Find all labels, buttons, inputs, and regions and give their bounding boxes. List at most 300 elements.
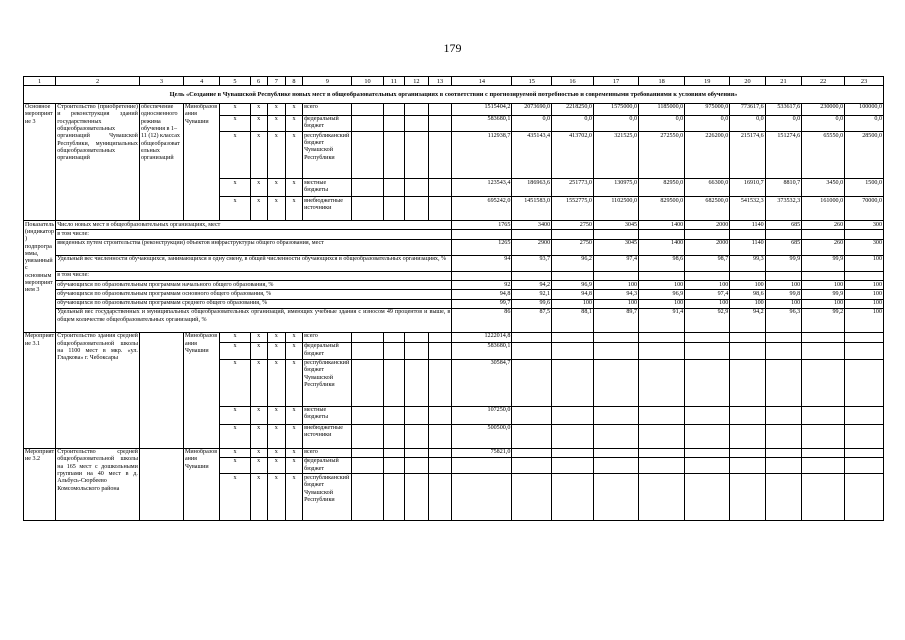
indicator-value: 100 xyxy=(802,281,845,290)
amount-cell: 1500,0 xyxy=(845,179,884,197)
amount-cell: 70000,0 xyxy=(845,197,884,221)
column-number: 23 xyxy=(845,77,884,86)
empty-cell xyxy=(639,359,685,406)
indicator-value: 94 xyxy=(452,255,512,271)
amount-cell: 272550,0 xyxy=(639,132,685,179)
indicator-value: 1140 xyxy=(730,221,765,230)
code-cell: x xyxy=(267,406,285,424)
empty-cell xyxy=(405,342,429,359)
empty-cell xyxy=(383,332,404,342)
empty-cell xyxy=(512,424,552,448)
empty-cell xyxy=(685,474,730,521)
indicator-value: 300 xyxy=(845,221,884,230)
column-number: 12 xyxy=(405,77,429,86)
code-cell: x xyxy=(250,197,267,221)
column-number: 10 xyxy=(352,77,383,86)
amount-cell: 151274,6 xyxy=(765,132,802,179)
empty-cell xyxy=(512,457,552,474)
empty-cell xyxy=(730,474,765,521)
indicator-value: 1400 xyxy=(639,221,685,230)
column-number: 19 xyxy=(685,77,730,86)
amount-cell: 0,0 xyxy=(685,115,730,132)
code-cell: x xyxy=(220,197,250,221)
funding-source: всего xyxy=(303,103,352,115)
code-cell: x xyxy=(267,424,285,448)
empty-cell xyxy=(730,424,765,448)
indicator-value: 94,8 xyxy=(552,290,594,299)
amount-cell: 0,0 xyxy=(639,115,685,132)
empty-cell xyxy=(352,406,383,424)
code-cell: x xyxy=(250,457,267,474)
column-number: 17 xyxy=(593,77,638,86)
empty-cell xyxy=(428,115,452,132)
code-cell: x xyxy=(220,342,250,359)
indicator-text: Число новых мест в общеобразовательных организациях, мест xyxy=(56,221,452,230)
empty-cell xyxy=(552,474,594,521)
empty-cell xyxy=(428,424,452,448)
empty-cell xyxy=(802,457,845,474)
amount-cell: 773617,6 xyxy=(730,103,765,115)
indicator-value: 99,9 xyxy=(802,255,845,271)
amount-cell: 8810,7 xyxy=(765,179,802,197)
indicator-value: 86 xyxy=(452,308,512,332)
empty-cell xyxy=(428,406,452,424)
amount-cell: 413702,0 xyxy=(552,132,594,179)
indicator-value: 88,1 xyxy=(552,308,594,332)
page-number: 179 xyxy=(443,41,462,55)
empty-cell xyxy=(352,132,383,179)
indicator-value: 2000 xyxy=(685,239,730,255)
indicator-value: 94,2 xyxy=(730,308,765,332)
indicator-value: 100 xyxy=(845,308,884,332)
indicator-value: 3045 xyxy=(593,239,638,255)
code-cell: x xyxy=(267,103,285,115)
empty-cell xyxy=(639,342,685,359)
column-number: 22 xyxy=(802,77,845,86)
indicator-value: 87,5 xyxy=(512,308,552,332)
indicator-value: 99,9 xyxy=(802,290,845,299)
subevent-label: Мероприятие 3.1 xyxy=(24,332,56,448)
empty-cell xyxy=(685,332,730,342)
indicator-value: 100 xyxy=(845,299,884,308)
indicator-value: 92,9 xyxy=(685,308,730,332)
indicator-text: в том числе: xyxy=(56,230,452,239)
empty-cell xyxy=(765,424,802,448)
amount-cell: 123543,4 xyxy=(452,179,512,197)
column-number: 5 xyxy=(220,77,250,86)
code-cell: x xyxy=(285,103,302,115)
indicator-value: 300 xyxy=(845,239,884,255)
empty-cell xyxy=(552,342,594,359)
empty-cell xyxy=(730,457,765,474)
funding-source: всего xyxy=(303,448,352,457)
code-cell: x xyxy=(267,115,285,132)
empty-cell xyxy=(405,448,429,457)
indicator-value: 98,7 xyxy=(685,255,730,271)
funding-source: внебюджетные источники xyxy=(303,197,352,221)
amount-cell: 321525,0 xyxy=(593,132,638,179)
amount-cell: 0,0 xyxy=(593,115,638,132)
code-cell: x xyxy=(250,179,267,197)
column-number: 2 xyxy=(56,77,140,86)
empty-cell xyxy=(845,332,884,342)
indicator-value: 100 xyxy=(639,299,685,308)
code-cell: x xyxy=(220,103,250,115)
amount-cell: 28500,0 xyxy=(845,132,884,179)
indicator-value: 100 xyxy=(639,281,685,290)
indicator-value: 3045 xyxy=(593,221,638,230)
empty-cell xyxy=(639,424,685,448)
indicator-value: 1765 xyxy=(452,221,512,230)
column-number: 15 xyxy=(512,77,552,86)
indicator-value: 92,1 xyxy=(512,290,552,299)
indicator-value: 100 xyxy=(593,281,638,290)
amount-cell: 583680,1 xyxy=(452,342,512,359)
empty-cell xyxy=(593,457,638,474)
indicator-value: 99,2 xyxy=(802,308,845,332)
empty-cell xyxy=(352,115,383,132)
empty-cell xyxy=(593,424,638,448)
indicator-value: 100 xyxy=(685,281,730,290)
empty-cell xyxy=(352,332,383,342)
code-cell: x xyxy=(267,448,285,457)
amount-cell: 1185000,0 xyxy=(639,103,685,115)
subevent-name: Строительство здания средней общеобразовательной школы на 1100 мест в мкр. «ул. Гладкова» г. Чебоксары xyxy=(56,332,140,448)
empty-cell xyxy=(383,424,404,448)
empty-cell xyxy=(765,359,802,406)
code-cell: x xyxy=(285,406,302,424)
indicator-value: 93,7 xyxy=(512,255,552,271)
indicator-value: 100 xyxy=(685,299,730,308)
empty-cell xyxy=(383,448,404,457)
event-executor: Минобразования Чувашии xyxy=(183,103,220,221)
empty-cell xyxy=(405,179,429,197)
indicator-value: 98,6 xyxy=(730,290,765,299)
empty-cell xyxy=(352,448,383,457)
indicator-value xyxy=(512,271,552,280)
empty-cell xyxy=(428,342,452,359)
indicator-value: 96,3 xyxy=(765,308,802,332)
indicator-text: обучающихся по образовательным программам среднего общего образования, % xyxy=(56,299,452,308)
empty-cell xyxy=(802,332,845,342)
indicator-value xyxy=(552,271,594,280)
indicator-text: в том числе: xyxy=(56,271,452,280)
empty-cell xyxy=(383,342,404,359)
amount-cell: 541532,3 xyxy=(730,197,765,221)
empty-cell xyxy=(639,474,685,521)
empty-cell xyxy=(383,359,404,406)
empty-cell xyxy=(405,457,429,474)
amount-cell: 3450,0 xyxy=(802,179,845,197)
amount-cell: 16910,7 xyxy=(730,179,765,197)
code-cell: x xyxy=(285,179,302,197)
empty-cell xyxy=(139,448,183,521)
column-number: 14 xyxy=(452,77,512,86)
indicator-value xyxy=(802,271,845,280)
empty-cell xyxy=(428,332,452,342)
empty-cell xyxy=(352,424,383,448)
empty-cell xyxy=(383,474,404,521)
amount-cell: 0,0 xyxy=(730,115,765,132)
amount-cell: 1552775,0 xyxy=(552,197,594,221)
indicator-value: 260 xyxy=(802,221,845,230)
code-cell: x xyxy=(267,197,285,221)
empty-cell xyxy=(512,448,552,457)
indicator-value: 2750 xyxy=(552,221,594,230)
empty-cell xyxy=(512,359,552,406)
amount-cell: 682500,0 xyxy=(685,197,730,221)
column-number: 6 xyxy=(250,77,267,86)
code-cell: x xyxy=(285,132,302,179)
empty-cell xyxy=(405,424,429,448)
amount-cell: 1222014,8 xyxy=(452,332,512,342)
indicator-text: обучающихся по образовательным программам начального общего образования, % xyxy=(56,281,452,290)
empty-cell xyxy=(383,103,404,115)
empty-cell xyxy=(845,424,884,448)
amount-cell: 66300,0 xyxy=(685,179,730,197)
code-cell: x xyxy=(250,115,267,132)
empty-cell xyxy=(685,448,730,457)
code-cell: x xyxy=(220,132,250,179)
indicator-value: 1265 xyxy=(452,239,512,255)
indicator-value: 685 xyxy=(765,221,802,230)
empty-cell xyxy=(802,342,845,359)
funding-source: федеральный бюджет xyxy=(303,457,352,474)
amount-cell: 2073690,0 xyxy=(512,103,552,115)
empty-cell xyxy=(593,359,638,406)
indicator-value: 91,4 xyxy=(639,308,685,332)
indicator-value: 100 xyxy=(845,255,884,271)
empty-cell xyxy=(552,424,594,448)
code-cell: x xyxy=(250,448,267,457)
code-cell: x xyxy=(250,342,267,359)
empty-cell xyxy=(405,332,429,342)
code-cell: x xyxy=(220,457,250,474)
amount-cell: 230000,0 xyxy=(802,103,845,115)
funding-source: федеральный бюджет xyxy=(303,342,352,359)
funding-source: местные бюджеты xyxy=(303,406,352,424)
indicator-value: 89,7 xyxy=(593,308,638,332)
column-number: 21 xyxy=(765,77,802,86)
indicator-value xyxy=(845,230,884,239)
amount-cell: 112938,7 xyxy=(452,132,512,179)
funding-source: местные бюджеты xyxy=(303,179,352,197)
indicator-value: 100 xyxy=(730,299,765,308)
code-cell: x xyxy=(220,179,250,197)
funding-source: всего xyxy=(303,332,352,342)
indicator-value: 99,6 xyxy=(512,299,552,308)
indicator-label: Показатель (индикатор) подпрограммы, увязанный с основным мероприятием 3 xyxy=(24,221,56,333)
code-cell: x xyxy=(267,179,285,197)
code-cell: x xyxy=(285,197,302,221)
amount-cell xyxy=(452,474,512,521)
indicator-value xyxy=(512,230,552,239)
empty-cell xyxy=(352,103,383,115)
empty-cell xyxy=(593,448,638,457)
indicator-value: 100 xyxy=(845,290,884,299)
amount-cell: 2218250,0 xyxy=(552,103,594,115)
indicator-value: 3400 xyxy=(512,221,552,230)
empty-cell xyxy=(428,179,452,197)
empty-cell xyxy=(428,457,452,474)
code-cell: x xyxy=(220,115,250,132)
amount-cell: 1451583,0 xyxy=(512,197,552,221)
empty-cell xyxy=(383,197,404,221)
funding-source: федеральный бюджет xyxy=(303,115,352,132)
column-number: 7 xyxy=(267,77,285,86)
code-cell: x xyxy=(285,457,302,474)
indicator-value: 2750 xyxy=(552,239,594,255)
empty-cell xyxy=(765,332,802,342)
event-label: Основное мероприятие 3 xyxy=(24,103,56,221)
empty-cell xyxy=(352,474,383,521)
empty-cell xyxy=(845,457,884,474)
empty-cell xyxy=(845,359,884,406)
amount-cell: 251773,0 xyxy=(552,179,594,197)
code-cell: x xyxy=(220,359,250,406)
indicator-value: 100 xyxy=(845,281,884,290)
indicator-value xyxy=(685,271,730,280)
code-cell: x xyxy=(220,406,250,424)
amount-cell: 130975,0 xyxy=(593,179,638,197)
code-cell: x xyxy=(267,474,285,521)
amount-cell: 107250,0 xyxy=(452,406,512,424)
amount-cell: 583680,1 xyxy=(452,115,512,132)
indicator-value: 96,9 xyxy=(552,281,594,290)
empty-cell xyxy=(685,457,730,474)
empty-cell xyxy=(405,103,429,115)
amount-cell: 975000,0 xyxy=(685,103,730,115)
code-cell: x xyxy=(250,132,267,179)
empty-cell xyxy=(730,406,765,424)
code-cell: x xyxy=(250,474,267,521)
empty-cell xyxy=(383,457,404,474)
empty-cell xyxy=(383,406,404,424)
code-cell: x xyxy=(250,359,267,406)
indicator-value xyxy=(552,230,594,239)
empty-cell xyxy=(428,474,452,521)
indicator-value xyxy=(593,230,638,239)
empty-cell xyxy=(405,474,429,521)
indicator-text: Удельный вес государственных и муниципальных общеобразовательных организаций, имеющих учебные здания с износом 49 процентов и выше, в общем количестве общеобразовательных организаций, % xyxy=(56,308,452,332)
amount-cell: 215174,6 xyxy=(730,132,765,179)
empty-cell xyxy=(405,197,429,221)
column-number: 8 xyxy=(285,77,302,86)
empty-cell xyxy=(593,474,638,521)
amount-cell: 0,0 xyxy=(765,115,802,132)
empty-cell xyxy=(730,342,765,359)
amount-cell: 30584,7 xyxy=(452,359,512,406)
empty-cell xyxy=(845,474,884,521)
empty-cell xyxy=(552,406,594,424)
column-number: 11 xyxy=(383,77,404,86)
code-cell: x xyxy=(250,332,267,342)
subevent-executor: Минобразования Чувашии xyxy=(183,448,220,521)
empty-cell xyxy=(730,359,765,406)
code-cell: x xyxy=(220,448,250,457)
code-cell: x xyxy=(250,103,267,115)
empty-cell xyxy=(730,332,765,342)
column-number: 3 xyxy=(139,77,183,86)
empty-cell xyxy=(405,406,429,424)
empty-cell xyxy=(802,424,845,448)
amount-cell: 1515404,2 xyxy=(452,103,512,115)
indicator-value: 96,2 xyxy=(552,255,594,271)
empty-cell xyxy=(383,179,404,197)
code-cell: x xyxy=(250,406,267,424)
amount-cell xyxy=(452,457,512,474)
event-name: Строительство (приобретение) и реконструкция зданий государственных общеобразовательных организаций Чувашской Республики, муниципальных общеобразовательных организаций xyxy=(56,103,140,221)
empty-cell xyxy=(765,474,802,521)
amount-cell: 0,0 xyxy=(552,115,594,132)
empty-cell xyxy=(765,457,802,474)
amount-cell: 0,0 xyxy=(512,115,552,132)
budget-table xyxy=(23,76,884,521)
empty-cell xyxy=(639,406,685,424)
code-cell: x xyxy=(285,342,302,359)
empty-cell xyxy=(139,332,183,448)
empty-cell xyxy=(802,359,845,406)
code-cell: x xyxy=(285,115,302,132)
amount-cell: 533617,6 xyxy=(765,103,802,115)
amount-cell: 161000,0 xyxy=(802,197,845,221)
empty-cell xyxy=(593,342,638,359)
indicator-value: 1140 xyxy=(730,239,765,255)
empty-cell xyxy=(428,103,452,115)
amount-cell: 695242,0 xyxy=(452,197,512,221)
amount-cell: 1102500,0 xyxy=(593,197,638,221)
code-cell: x xyxy=(285,424,302,448)
indicator-value: 2900 xyxy=(512,239,552,255)
code-cell: x xyxy=(267,332,285,342)
code-cell: x xyxy=(250,424,267,448)
indicator-value xyxy=(845,271,884,280)
indicator-value: 99,7 xyxy=(452,299,512,308)
funding-source: республиканский бюджет Чувашской Республики xyxy=(303,474,352,521)
empty-cell xyxy=(352,179,383,197)
empty-cell xyxy=(593,406,638,424)
indicator-value: 100 xyxy=(765,299,802,308)
indicator-value: 94,2 xyxy=(512,281,552,290)
code-cell: x xyxy=(267,457,285,474)
code-cell: x xyxy=(220,424,250,448)
column-number: 18 xyxy=(639,77,685,86)
column-number: 13 xyxy=(428,77,452,86)
empty-cell xyxy=(639,332,685,342)
indicator-value: 100 xyxy=(552,299,594,308)
goal-title: Цель «Создание в Чувашской Республике новых мест в общеобразовательных организациях в соответствии с прогнозируемой потребностью и современными требованиями к условиям обучения» xyxy=(24,86,884,103)
empty-cell xyxy=(552,359,594,406)
empty-cell xyxy=(685,424,730,448)
amount-cell: 186963,6 xyxy=(512,179,552,197)
indicator-value xyxy=(593,271,638,280)
indicator-value xyxy=(452,271,512,280)
indicator-value: 260 xyxy=(802,239,845,255)
code-cell: x xyxy=(220,332,250,342)
indicator-text: обучающихся по образовательным программам основного общего образования, % xyxy=(56,290,452,299)
amount-cell: 100000,0 xyxy=(845,103,884,115)
empty-cell xyxy=(405,115,429,132)
amount-cell: 829500,0 xyxy=(639,197,685,221)
empty-cell xyxy=(512,332,552,342)
empty-cell xyxy=(845,342,884,359)
empty-cell xyxy=(685,359,730,406)
empty-cell xyxy=(352,457,383,474)
indicator-value: 98,6 xyxy=(639,255,685,271)
empty-cell xyxy=(845,406,884,424)
subevent-name: Строительство средней общеобразовательной школы на 165 мест с дошкольными группами на 40 мест в д. Альбусь-Сюрбеево Комсомольского района xyxy=(56,448,140,521)
amount-cell: 1575000,0 xyxy=(593,103,638,115)
